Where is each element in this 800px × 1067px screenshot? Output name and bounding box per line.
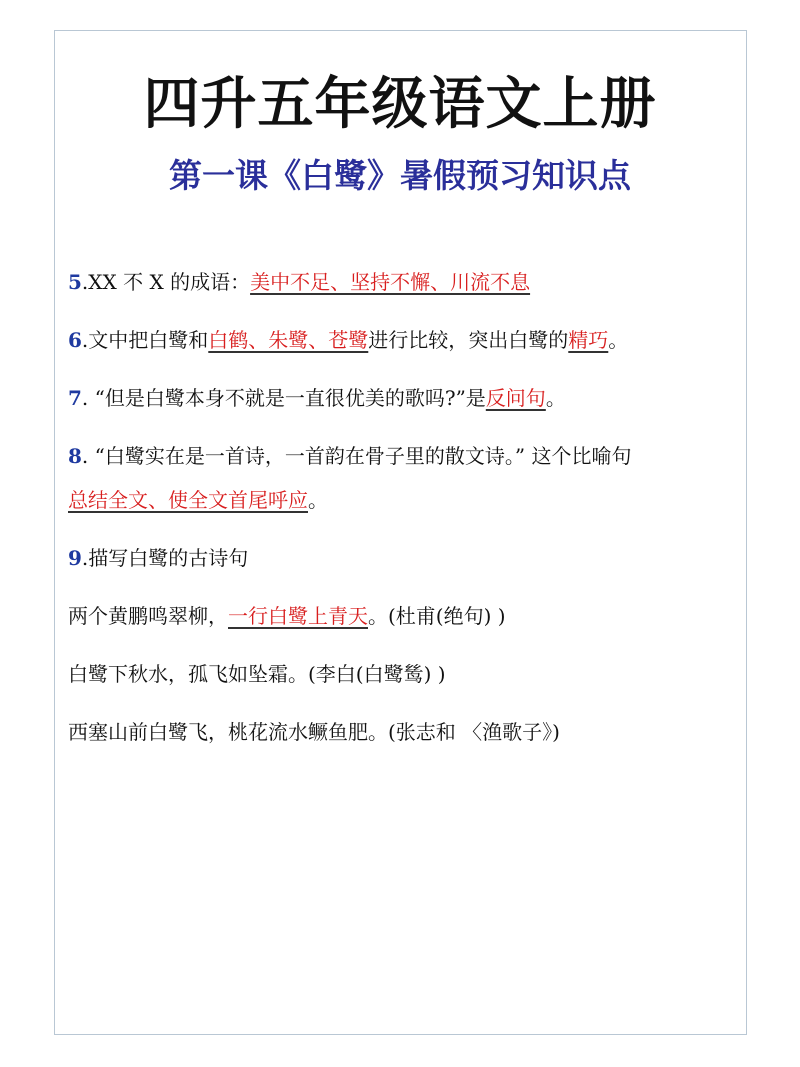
answer-highlight: 白鹤、朱鹭、苍鹭 <box>208 328 369 352</box>
item-text: 进行比较，突出白鹭的 <box>368 328 569 352</box>
item-7 <box>68 376 740 420</box>
item-number: 9 <box>68 546 82 570</box>
poem-line-3 <box>68 710 740 754</box>
item-text: . “白鹭实在是一首诗，一首韵在骨子里的散文诗。” 这个比喻句 <box>81 444 632 468</box>
item-number: 5 <box>68 270 82 294</box>
item-text: 。 <box>308 488 328 512</box>
item-number: 7 <box>68 386 82 410</box>
item-number: 8 <box>68 444 82 468</box>
item-5 <box>68 260 740 304</box>
answer-highlight: 一行白鹭上青天 <box>228 604 368 628</box>
page-title: 四升五年级语文上册 <box>143 72 657 137</box>
item-text: .XX 不 X 的成语： <box>81 270 251 294</box>
item-text: 。 <box>608 328 629 352</box>
poem-line-1 <box>68 594 740 638</box>
answer-highlight: 反问句 <box>485 386 546 410</box>
poem-text: 白鹭下秋水，孤飞如坠霜。(李白(白鹭鸶) ) <box>68 662 446 686</box>
poem-text: 西塞山前白鹭飞，桃花流水鳜鱼肥。(张志和 〈渔歌子》) <box>68 720 560 744</box>
item-text: 。 <box>545 386 566 410</box>
item-text: .文中把白鹭和 <box>81 328 209 352</box>
notes-content <box>68 260 740 768</box>
item-8-line-2 <box>68 478 740 522</box>
item-8-line-1 <box>68 434 740 478</box>
poem-text: 两个黄鹏鸣翠柳， <box>68 604 228 628</box>
poem-source: 。(杜甫(绝句) ) <box>368 604 506 628</box>
item-text: .描写白鹭的古诗句 <box>81 546 249 570</box>
item-text: . “但是白鹭本身不就是一直很优美的歌吗?”是 <box>81 386 486 410</box>
poem-line-2 <box>68 652 740 696</box>
answer-highlight: 总结全文、使全文首尾呼应 <box>68 488 308 512</box>
item-9 <box>68 536 740 580</box>
item-6 <box>68 318 740 362</box>
answer-highlight: 美中不足、坚持不懈、川流不息 <box>250 270 531 294</box>
answer-highlight: 精巧 <box>568 328 609 352</box>
page-subtitle: 第一课《白鹭》暑假预习知识点 <box>169 156 631 195</box>
item-number: 6 <box>68 328 82 352</box>
